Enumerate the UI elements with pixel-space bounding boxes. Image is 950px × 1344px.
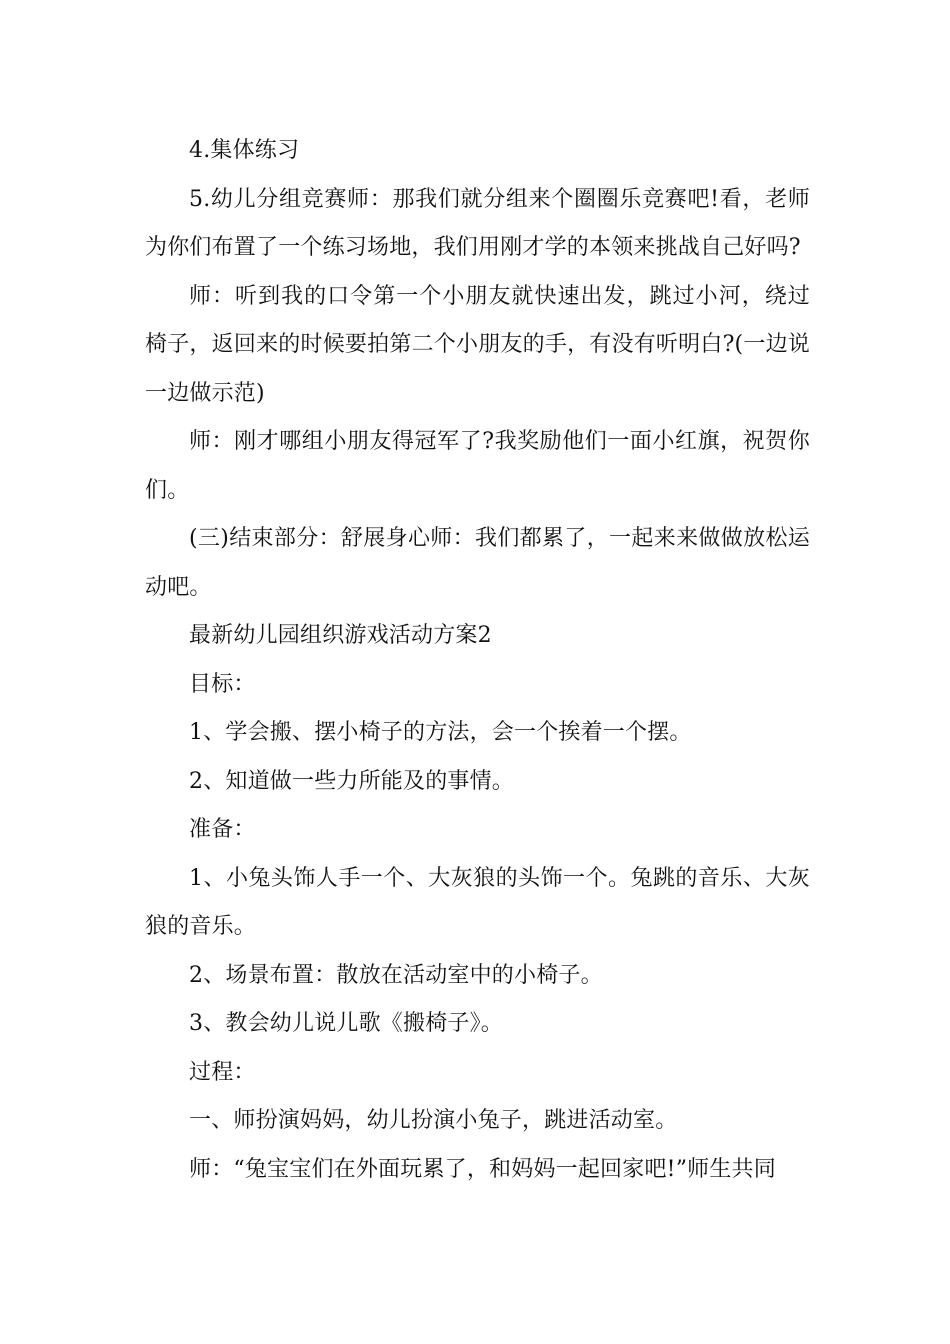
paragraph: 师：听到我的口令第一个小朋友就快速出发，跳过小河，绕过椅子，返回来的时候要拍第二个小朋友的手，有没有听明白?(一边说一边做示范) — [145, 283, 810, 406]
paragraph: 一、师扮演妈妈，幼儿扮演小兔子，跳进活动室。 — [189, 1108, 678, 1133]
paragraph: 2、场景布置：散放在活动室中的小椅子。 — [189, 962, 603, 988]
paragraph: 过程： — [189, 1059, 256, 1085]
paragraph: 1、小兔头饰人手一个、大灰狼的头饰一个。兔跳的音乐、大灰狼的音乐。 — [145, 865, 810, 939]
section-heading: 最新幼儿园组织游戏活动方案2 — [189, 623, 492, 648]
paragraph: 师：“兔宝宝们在外面玩累了，和妈妈一起回家吧!”师生共同 — [189, 1156, 776, 1182]
paragraph: 5.幼儿分组竞赛师：那我们就分组来个圈圈乐竞赛吧!看，老师为你们布置了一个练习场地，我们用刚才学的本领来挑战自己好吗? — [145, 186, 810, 260]
paragraph: 1、学会搬、摆小椅子的方法，会一个挨着一个摆。 — [189, 720, 692, 745]
paragraph: 准备： — [189, 817, 256, 842]
paragraph: 师：刚才哪组小朋友得冠军了?我奖励他们一面小红旗，祝贺你们。 — [145, 429, 810, 503]
paragraph: 3、教会幼儿说儿歌《搬椅子》。 — [189, 1011, 503, 1036]
document-body — [145, 127, 810, 1194]
paragraph: 4.集体练习 — [189, 138, 300, 163]
paragraph: 2、知道做一些力所能及的事情。 — [189, 768, 514, 794]
paragraph: 目标： — [189, 671, 256, 697]
paragraph: (三)结束部分：舒展身心师：我们都累了，一起来来做做放松运动吧。 — [145, 526, 810, 600]
